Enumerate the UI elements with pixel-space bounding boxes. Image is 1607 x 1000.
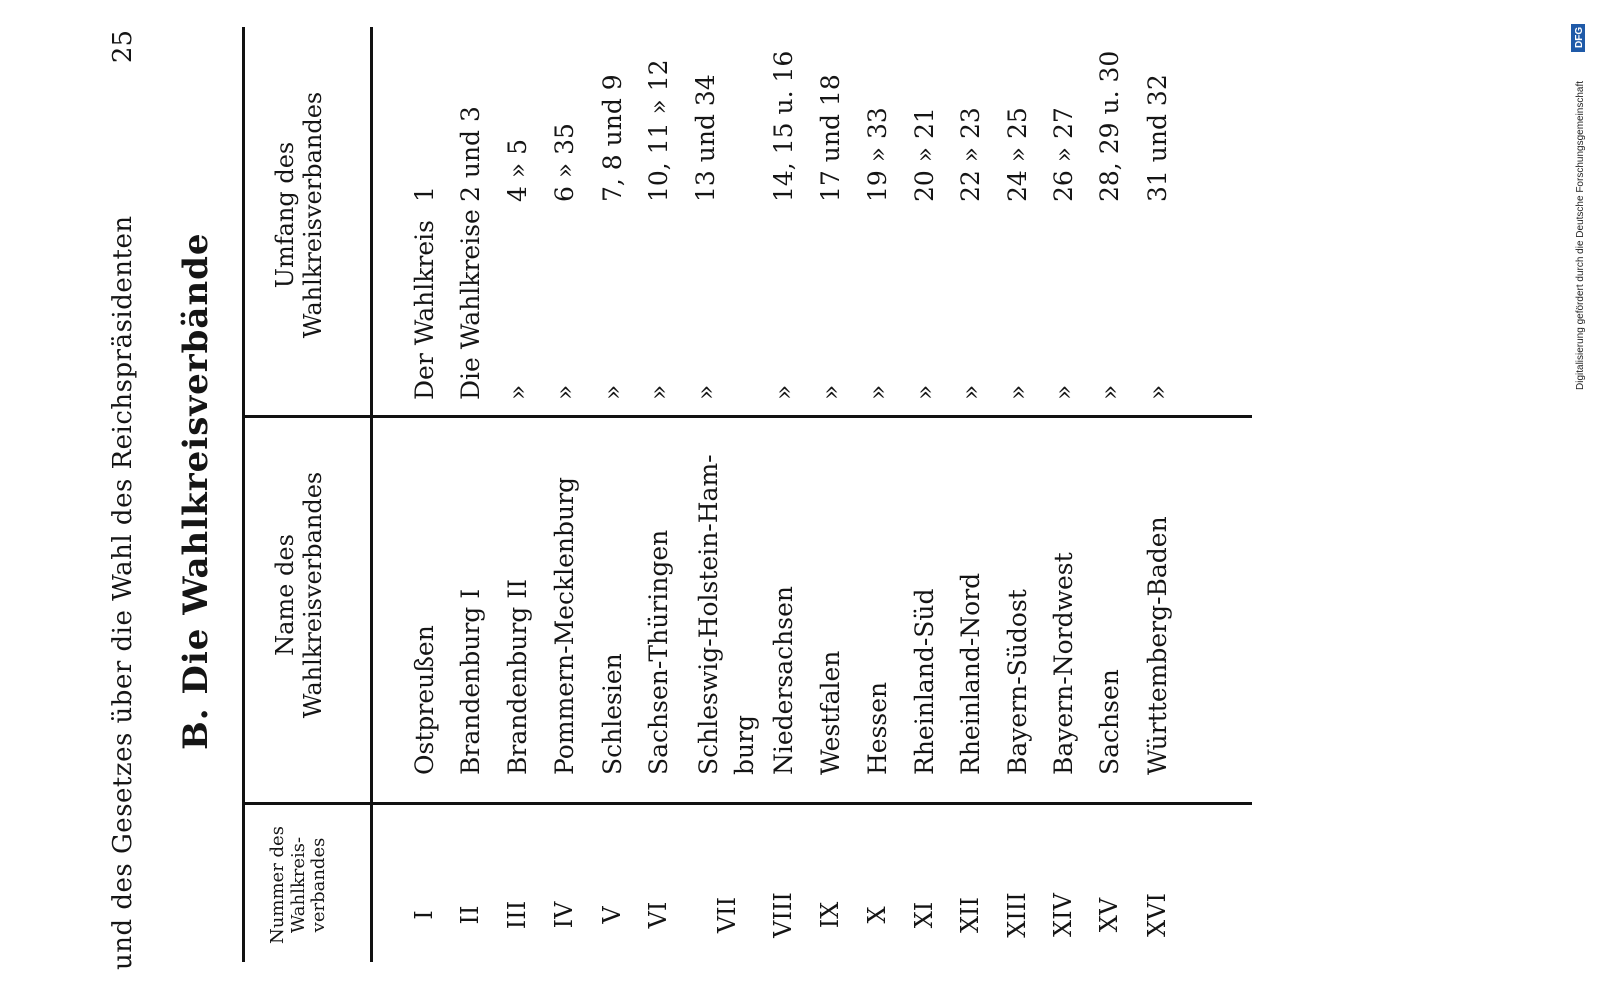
row-name: Ostpreußen: [410, 625, 439, 775]
header-number: Nummer des Wahlkreis- verbandes: [267, 826, 330, 944]
row-extent-prefix: »: [1095, 384, 1124, 400]
row-extent-prefix: Der Wahlkreis: [410, 220, 439, 400]
row-number: XV: [1095, 897, 1123, 933]
row-name: Brandenburg II: [503, 579, 532, 775]
row-extent-range: 24 » 25: [1003, 107, 1032, 202]
column-divider-1: [242, 802, 1252, 805]
row-extent-prefix: »: [691, 384, 720, 400]
row-name: Schlesien: [598, 653, 627, 775]
row-name: Rheinland-Süd: [910, 588, 939, 775]
table-header-rule: [370, 27, 373, 962]
row-name: Brandenburg I: [456, 588, 485, 775]
row-extent-prefix: »: [1143, 384, 1172, 400]
row-extent-prefix: »: [1049, 384, 1078, 400]
row-number: VI: [644, 901, 672, 929]
row-extent-range: 2 und 3: [456, 106, 485, 202]
row-extent-range: 13 und 34: [691, 74, 720, 202]
row-extent-range: 14, 15 u. 16: [769, 50, 798, 202]
row-number: V: [598, 906, 626, 924]
row-name: Württemberg-Baden: [1143, 516, 1172, 775]
running-head-title: und des Gesetzes über die Wahl des Reichspräsidenten: [108, 215, 138, 970]
row-extent-prefix: Die Wahlkreise: [456, 209, 485, 400]
row-extent-prefix: »: [503, 384, 532, 400]
row-extent-range: 22 » 23: [956, 107, 985, 202]
row-name: Sachsen: [1095, 669, 1124, 775]
row-extent-range: 20 » 21: [910, 107, 939, 202]
table-top-rule: [242, 27, 245, 962]
row-extent-range: 10, 11 » 12: [644, 59, 673, 202]
row-number: XVI: [1143, 893, 1171, 937]
dfg-credit-text: Digitalisierung gefördert durch die Deutsche Forschungsgemeinschaft: [1575, 80, 1586, 390]
row-number: VIII: [769, 892, 797, 938]
row-extent-prefix: »: [816, 384, 845, 400]
row-number: XIII: [1003, 892, 1031, 938]
row-name: Niedersachsen: [769, 586, 798, 775]
row-extent-range: 26 » 27: [1049, 107, 1078, 202]
row-extent-range: 4 » 5: [503, 138, 532, 202]
row-extent-prefix: »: [644, 384, 673, 400]
dfg-credit: [1557, 10, 1597, 395]
section-title: B. Die Wahlkreisverbände: [176, 232, 216, 750]
row-extent-range: 7, 8 und 9: [598, 74, 627, 202]
row-extent-range: 28, 29 u. 30: [1095, 50, 1124, 202]
row-extent-range: 17 und 18: [816, 74, 845, 202]
row-extent-range: 6 » 35: [550, 123, 579, 202]
header-name: Name des Wahlkreisverbandes: [271, 471, 327, 719]
row-extent-prefix: »: [550, 384, 579, 400]
row-name: Sachsen-Thüringen: [644, 529, 673, 775]
row-number: I: [410, 910, 438, 920]
row-name: Bayern-Südost: [1003, 589, 1032, 775]
page-number: 25: [108, 30, 138, 64]
row-extent-prefix: »: [863, 384, 892, 400]
row-name: Bayern-Nordwest: [1049, 552, 1078, 775]
row-number: XIV: [1049, 893, 1077, 937]
row-number: III: [503, 900, 531, 930]
row-number: IX: [816, 901, 844, 929]
row-extent-prefix: »: [598, 384, 627, 400]
column-divider-2: [242, 415, 1252, 418]
row-number: X: [863, 906, 891, 924]
header-extent: Umfang des Wahlkreisverbandes: [271, 91, 327, 339]
row-extent-prefix: »: [910, 384, 939, 400]
row-name: Schleswig-Holstein-Ham- burg: [694, 454, 760, 775]
row-number: VII: [713, 896, 741, 934]
dfg-logo-text: DFG: [1574, 26, 1585, 48]
row-extent-range: 31 und 32: [1143, 74, 1172, 202]
row-extent-prefix: »: [769, 384, 798, 400]
row-number: XII: [956, 896, 984, 934]
row-number: IV: [550, 901, 578, 929]
row-extent-prefix: »: [956, 384, 985, 400]
dfg-credit-graphic: [1557, 10, 1597, 390]
row-extent-range: 19 » 33: [863, 107, 892, 202]
row-name: Rheinland-Nord: [956, 572, 985, 775]
row-name: Pommern-Mecklenburg: [550, 476, 579, 775]
row-extent-range: 1: [410, 186, 439, 202]
row-name: Westfalen: [816, 650, 845, 775]
row-number: II: [456, 905, 484, 925]
row-number: XI: [910, 901, 938, 929]
row-name: Hessen: [863, 681, 892, 775]
row-extent-prefix: »: [1003, 384, 1032, 400]
